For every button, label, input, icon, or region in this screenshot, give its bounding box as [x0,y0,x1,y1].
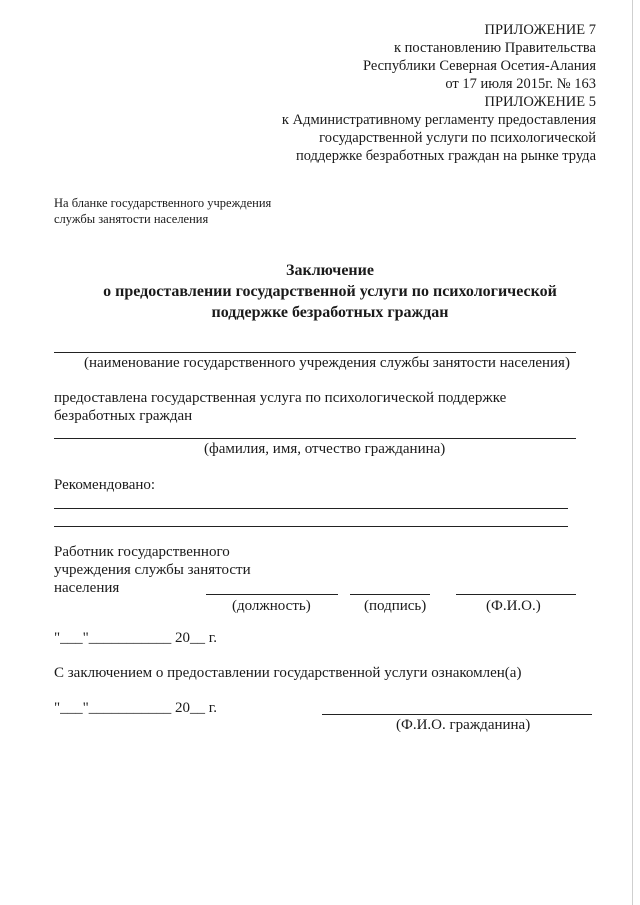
appendix-5-heading: ПРИЛОЖЕНИЕ 5 [484,94,596,110]
document-title-line-3: поддержке безработных граждан [211,304,449,321]
citizen-fio-caption: (Ф.И.О. гражданина) [396,717,531,733]
recommended-label: Рекомендовано: [54,477,156,493]
signature-caption: (подпись) [364,598,427,614]
worker-label-line-1: Работник государственного [54,544,230,560]
position-caption: (должность) [232,598,311,614]
fio-line[interactable] [456,594,576,595]
institution-name-line[interactable] [54,352,576,353]
date-field-2[interactable]: "___"___________ 20__ г. [54,700,217,716]
worker-label-line-2: учреждения службы занятости [54,562,251,578]
signature-line[interactable] [350,594,430,595]
institution-caption: (наименование государственного учреждения службы занятости населения) [84,355,570,371]
worker-label-line-3: населения [54,580,120,596]
document-title-line-2: о предоставлении государственной услуги по психологической [103,283,557,300]
decree-date-number: от 17 июля 2015г. № 163 [445,76,596,92]
fio-caption: (Ф.И.О.) [486,598,541,614]
citizen-name-line[interactable] [54,438,576,439]
position-line[interactable] [206,594,338,595]
republic-name: Республики Северная Осетия-Алания [362,58,596,74]
citizen-caption: (фамилия, имя, отчество гражданина) [204,441,446,457]
document-title: Заключение [286,262,374,279]
blank-note-line-1: На бланке государственного учреждения [54,196,272,210]
decree-reference: к постановлению Правительства [394,40,596,56]
regulation-line-3: поддержке безработных граждан на рынке труда [295,148,596,164]
service-text-line-1: предоставлена государственная услуга по психологической поддержке [54,390,507,406]
regulation-line-1: к Административному регламенту предоставления [281,112,596,128]
recommendation-line-2[interactable] [54,526,568,527]
regulation-line-2: государственной услуги по психологической [319,130,596,146]
acquainted-text: С заключением о предоставлении государственной услуги ознакомлен(а) [54,665,522,681]
blank-note-line-2: службы занятости населения [54,212,209,226]
service-text-line-2: безработных граждан [54,408,193,424]
recommendation-line-1[interactable] [54,508,568,509]
scan-edge-mark [632,0,633,905]
appendix-7-heading: ПРИЛОЖЕНИЕ 7 [484,22,596,38]
citizen-fio-line[interactable] [322,714,592,715]
date-field-1[interactable]: "___"___________ 20__ г. [54,630,217,646]
